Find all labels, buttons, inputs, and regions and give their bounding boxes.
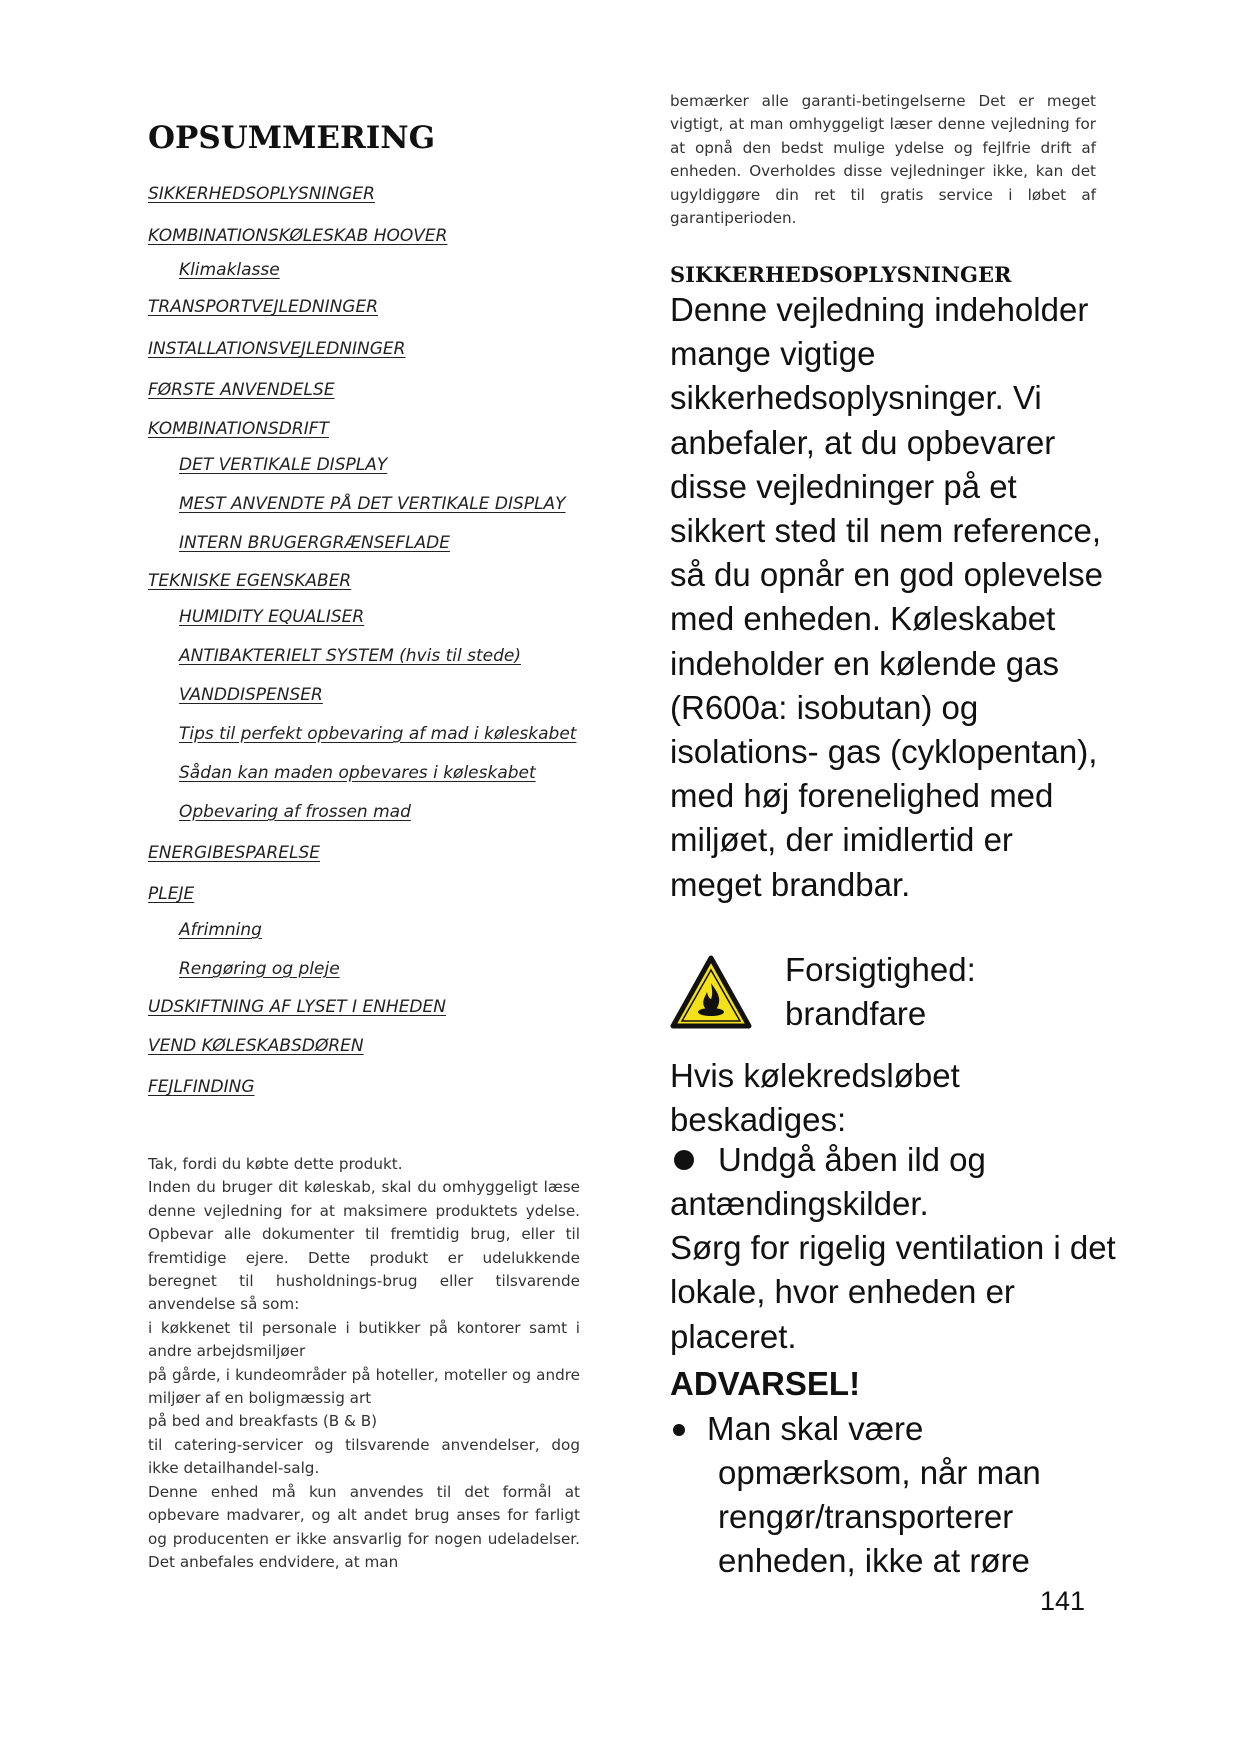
toc-link-sikkerhedsoplysninger[interactable]: SIKKERHEDSOPLYSNINGER [148, 184, 375, 204]
intro-use-farms: på gårde, i kundeområder på hoteller, moteller og andre miljøer af en boligmæssig art [148, 1365, 580, 1408]
intro-thanks: Tak, fordi du købte dette produkt. [148, 1155, 403, 1173]
toc-link-udskiftning-lys[interactable]: UDSKIFTNING AF LYSET I ENHEDEN [148, 997, 446, 1017]
bullet-avoid-fire: Undgå åben ild og [718, 1141, 986, 1178]
toc-link-sadan-opbevares[interactable]: Sådan kan maden opbevares i køleskabet [179, 763, 536, 783]
toc-link-kombinationskoleskab[interactable]: KOMBINATIONSKØLESKAB HOOVER [148, 226, 448, 246]
toc-link-installationsvejledninger[interactable]: INSTALLATIONSVEJLEDNINGER [148, 339, 406, 359]
toc-link-kombinationsdrift[interactable]: KOMBINATIONSDRIFT [148, 419, 329, 439]
toc-link-frossen-mad[interactable]: Opbevaring af frossen mad [179, 802, 411, 822]
section-title-safety: SIKKERHEDSOPLYSNINGER [670, 262, 1012, 287]
page-number: 141 [1040, 1586, 1086, 1616]
warning-bullet-first: Man skal være [707, 1410, 924, 1447]
fire-hazard-warning-icon [670, 955, 752, 1029]
ventilation-text: Sørg for rigelig ventilation i det lokale, hvor enheden er placeret. [670, 1229, 1116, 1355]
intro-text [148, 1153, 580, 1574]
caution-line-2: brandfare [785, 995, 927, 1033]
bullet-avoid-fire-continued: antændingskilder. [670, 1185, 929, 1222]
warranty-text: bemærker alle garanti-betingelserne Det er meget vigtigt, at man omhyggeligt læser denne vejledning for at opnå den bedst mulige ydelse og fejlfrie drift af enheden. Overholdes disse vejledninger ikke, kan det ugyldiggøre din ret til gratis service i løbet af garantiperioden. [670, 92, 1096, 228]
toc-title: OPSUMMERING [148, 120, 436, 156]
bullet-icon [674, 1150, 694, 1170]
warning-title: ADVARSEL! [670, 1365, 861, 1402]
toc-link-antibakterielt-system[interactable]: ANTIBAKTERIELT SYSTEM (hvis til stede) [179, 646, 521, 666]
toc-link-rengoring-pleje[interactable]: Rengøring og pleje [179, 959, 340, 979]
warning-bullet-rest: opmærksom, når man rengør/transporterer enheden, ikke at røre [718, 1454, 1041, 1580]
intro-use-staff: i køkkenet til personale i butikker på kontorer samt i andre arbejdsmiljøer [148, 1318, 580, 1361]
toc-link-vertikale-display[interactable]: DET VERTIKALE DISPLAY [179, 455, 388, 475]
intro-use-catering: til catering-servicer og tilsvarende anvendelser, dog ikke detailhandel-salg. [148, 1435, 580, 1478]
toc-link-vend-dor[interactable]: VEND KØLESKABSDØREN [148, 1036, 364, 1056]
toc-link-intern-brugergraenseflade[interactable]: INTERN BRUGERGRÆNSEFLADE [179, 533, 450, 553]
toc-link-pleje[interactable]: PLEJE [148, 884, 195, 904]
intro-intended-use: Denne enhed må kun anvendes til det formål at opbevare madvarer, og alt andet brug anses for farligt og producenten er ikke ansvarlig for nogen udeladelser. Det anbefales endvidere, at man [148, 1482, 580, 1571]
intro-use-bnb: på bed and breakfasts (B & B) [148, 1412, 378, 1431]
toc-link-klimaklasse[interactable]: Klimaklasse [179, 260, 280, 280]
toc-link-vanddispenser[interactable]: VANDDISPENSER [179, 685, 323, 705]
toc-link-transportvejledninger[interactable]: TRANSPORTVEJLEDNINGER [148, 297, 379, 317]
safety-paragraph: Denne vejledning indeholder mange vigtige sikkerhedsoplysninger. Vi anbefaler, at du opbevarer disse vejledninger på et sikkert sted til nem reference, så du opnår en god oplevelse med enheden. Køleskabet indeholder en kølende gas (R600a: isobutan) og isolations- gas (cyklopentan), med høj forenelighed med miljøet, der imidlertid er meget brandbar. [670, 291, 1103, 903]
damage-heading: Hvis kølekredsløbet beskadiges: [670, 1057, 960, 1139]
toc-link-humidity-equaliser[interactable]: HUMIDITY EQUALISER [179, 607, 365, 627]
bullet-icon [673, 1424, 685, 1436]
toc-link-tips-opbevaring[interactable]: Tips til perfekt opbevaring af mad i køleskabet [179, 724, 577, 744]
toc-link-forste-anvendelse[interactable]: FØRSTE ANVENDELSE [148, 380, 335, 400]
toc-link-fejlfinding[interactable]: FEJLFINDING [148, 1077, 255, 1097]
caution-text [785, 948, 976, 1036]
intro-paragraph: Inden du bruger dit køleskab, skal du omhyggeligt læse denne vejledning for at maksimere produktets ydelse. Opbevar alle dokumenter til fremtidig brug, eller til fremtidige ejere. Dette produkt er udelukkende beregnet til husholdnings-brug eller tilsvarende anvendelse så som: [148, 1178, 580, 1314]
toc-link-mest-anvendte[interactable]: MEST ANVENDTE PÅ DET VERTIKALE DISPLAY [179, 494, 566, 514]
toc-link-afrimning[interactable]: Afrimning [179, 920, 262, 940]
toc-link-energibesparelse[interactable]: ENERGIBESPARELSE [148, 843, 320, 863]
toc-link-tekniske-egenskaber[interactable]: TEKNISKE EGENSKABER [148, 571, 352, 591]
caution-line-1: Forsigtighed: [785, 951, 976, 988]
ventilation-block [670, 1182, 1120, 1359]
